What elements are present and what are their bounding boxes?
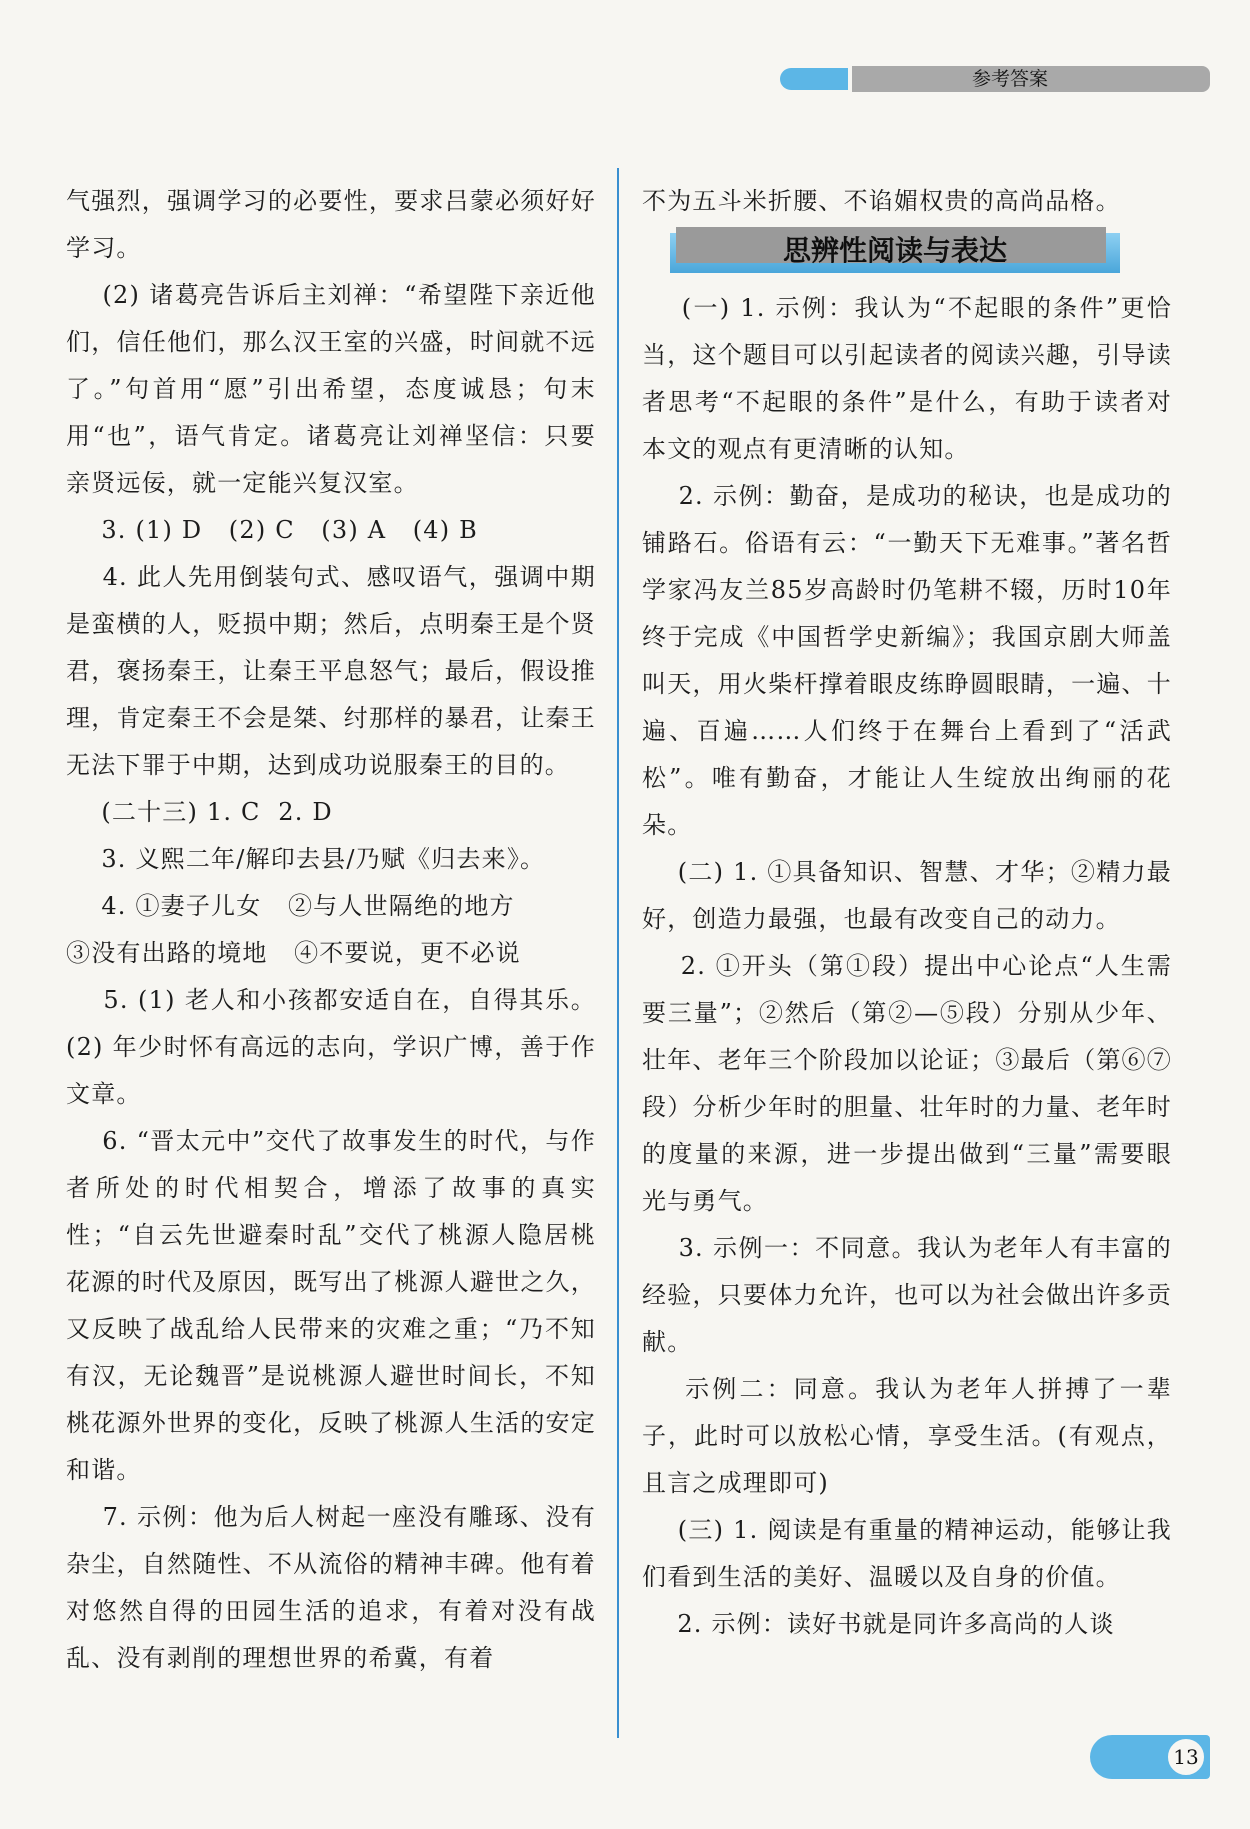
left-paragraph: ③没有出路的境地 ④不要说，更不必说 bbox=[66, 939, 521, 967]
left-paragraph: 7. 示例：他为后人树起一座没有雕琢、没有杂尘，自然随性、不从流俗的精神丰碑。他有着对悠然自得的田园生活的追求，有着对没有战乱、没有剥削的理想世界的希冀，有着 bbox=[66, 1503, 596, 1672]
page-number: 13 bbox=[1166, 1737, 1206, 1777]
section-heading-title: 思辨性阅读与表达 bbox=[782, 234, 1007, 267]
right-column bbox=[642, 178, 1172, 1648]
left-paragraph: 6. “晋太元中”交代了故事发生的时代，与作者所处的时代相契合，增添了故事的真实性；“自云先世避秦时乱”交代了桃源人隐居桃花源的时代及原因，既写出了桃源人避世之久，又反映了战乱给人民带来的灾难之重；“乃不知有汉，无论魏晋”是说桃源人避世时间长，不知桃花源外世界的变化，反映了桃源人生活的安定和谐。 bbox=[66, 1127, 596, 1484]
right-paragraph: (三) 1. 阅读是有重量的精神运动，能够让我们看到生活的美好、温暖以及自身的价值。 bbox=[642, 1516, 1172, 1591]
left-paragraph: 3. 义熙二年/解印去县/乃赋《归去来》。 bbox=[66, 845, 546, 873]
right-paragraph: 3. 示例一：不同意。我认为老年人有丰富的经验，只要体力允许，也可以为社会做出许多贡献。 bbox=[642, 1234, 1172, 1356]
column-divider bbox=[617, 168, 619, 1738]
right-paragraph: 2. 示例：读好书就是同许多高尚的人谈 bbox=[642, 1610, 1115, 1638]
header-bar bbox=[780, 66, 1210, 92]
right-paragraph: 示例二：同意。我认为老年人拼搏了一辈子，此时可以放松心情，享受生活。(有观点，且言之成理即可) bbox=[642, 1375, 1172, 1497]
header-accent-blue bbox=[780, 68, 848, 90]
right-paragraph: (一) 1. 示例：我认为“不起眼的条件”更恰当，这个题目可以引起读者的阅读兴趣，引导读者思考“不起眼的条件”是什么，有助于读者对本文的观点有更清晰的认知。 bbox=[642, 294, 1172, 463]
left-paragraph: (二十三) 1. C 2. D bbox=[66, 798, 333, 826]
section-heading bbox=[670, 227, 1120, 277]
left-paragraph: 气强烈，强调学习的必要性，要求吕蒙必须好好学习。 bbox=[66, 187, 596, 262]
right-paragraph: (二) 1. ①具备知识、智慧、才华；②精力最好，创造力最强，也最有改变自己的动力。 bbox=[642, 858, 1172, 933]
right-paragraph: 2. 示例：勤奋，是成功的秘诀，也是成功的铺路石。俗语有云：“一勤天下无难事。”著名哲学家冯友兰85岁高龄时仍笔耕不辍，历时10年终于完成《中国哲学史新编》；我国京剧大师盖叫天，用火柴杆撑着眼皮练睁圆眼睛，一遍、十遍、百遍……人们终于在舞台上看到了“活武松”。唯有勤奋，才能让人生绽放出绚丽的花朵。 bbox=[642, 482, 1172, 839]
left-column bbox=[66, 178, 605, 1682]
left-paragraph: 4. ①妻子儿女 ②与人世隔绝的地方 bbox=[66, 892, 515, 920]
left-paragraph: 4. 此人先用倒装句式、感叹语气，强调中期是蛮横的人，贬损中期；然后，点明秦王是个贤君，褒扬秦王，让秦王平息怒气；最后，假设推理，肯定秦王不会是桀、纣那样的暴君，让秦王无法下罪于中期，达到成功说服秦王的目的。 bbox=[66, 563, 596, 779]
right-paragraph: 不为五斗米折腰、不谄媚权贵的高尚品格。 bbox=[642, 187, 1121, 215]
right-paragraph: 2. ①开头（第①段）提出中心论点“人生需要三量”；②然后（第②—⑤段）分别从少年、壮年、老年三个阶段加以论证；③最后（第⑥⑦段）分析少年时的胆量、壮年时的力量、老年时的度量的来源，进一步提出做到“三量”需要眼光与勇气。 bbox=[642, 952, 1172, 1215]
page-number-badge bbox=[1090, 1735, 1210, 1779]
left-paragraph: 3. (1) D (2) C (3) A (4) B bbox=[66, 516, 478, 544]
left-paragraph: 5. (1) 老人和小孩都安适自在，自得其乐。 (2) 年少时怀有高远的志向，学识广博，善于作文章。 bbox=[66, 986, 605, 1108]
left-paragraph: (2) 诸葛亮告诉后主刘禅：“希望陛下亲近他们，信任他们，那么汉王室的兴盛，时间就不远了。”句首用“愿”引出希望，态度诚恳；句末用“也”，语气肯定。诸葛亮让刘禅坚信：只要亲贤远佞，就一定能兴复汉室。 bbox=[66, 281, 596, 497]
header-label: 参考答案 bbox=[971, 68, 1048, 90]
